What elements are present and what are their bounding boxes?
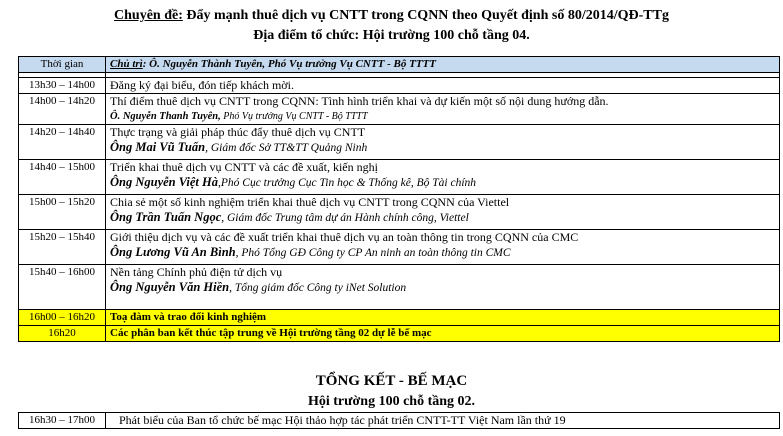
session-text: Nền tảng Chính phủ điện tử dịch vụ <box>110 265 283 279</box>
time-cell: 16h00 – 16h20 <box>19 310 106 326</box>
schedule-table <box>18 56 780 342</box>
speaker-name: Ông Mai Vũ Tuấn <box>110 140 206 154</box>
speaker <box>110 140 775 156</box>
table-row-highlight <box>19 310 780 326</box>
table-row <box>19 265 780 310</box>
topic-title <box>0 7 783 25</box>
speaker-name: Ông Nguyễn Văn Hiền <box>110 280 230 294</box>
speaker-role: , Tổng giám đốc Công ty iNet Solution <box>229 282 407 294</box>
session-text: Các phân ban kết thúc tập trung về Hội trường tầng 02 dự lễ bế mạc <box>106 326 780 342</box>
session-text: Thí điểm thuê dịch vụ CNTT trong CQNN: Tình hình triển khai và dự kiến một số nội dung hướng dẫn. <box>110 94 609 108</box>
topic-label: Chuyên đề: <box>114 8 183 23</box>
time-cell: 16h20 <box>19 326 106 342</box>
session-text: Phát biểu của Ban tổ chức bế mạc Hội thảo hợp tác phát triển CNTT-TT Việt Nam lần thứ 19 <box>106 413 780 429</box>
session-text: Giới thiệu dịch vụ và các đề xuất triển khai thuê dịch vụ an toàn thông tin trong CQNN của CMC <box>110 230 579 244</box>
time-cell: 16h30 – 17h00 <box>19 413 106 429</box>
table-row <box>19 160 780 195</box>
session-cell <box>106 195 780 230</box>
closing-venue: Hội trường 100 chỗ tầng 02. <box>307 394 476 409</box>
table-row <box>19 78 780 94</box>
table-row <box>19 94 780 125</box>
table-row <box>19 195 780 230</box>
table-header-row <box>19 57 780 73</box>
session-text: Thực trạng và giải pháp thúc đẩy thuê dịch vụ CNTT <box>110 125 366 139</box>
speaker-role: , Phó Tổng GĐ Công ty CP An ninh an toàn thông tin CMC <box>235 247 511 259</box>
session-text: Triển khai thuê dịch vụ CNTT và các đề xuất, kiến nghị <box>110 160 378 174</box>
speaker-name: Ông Trần Tuấn Ngọc <box>110 210 222 224</box>
chair-text: : Ô. Nguyễn Thành Tuyên, Phó Vụ trưởng Vụ CNTT - Bộ TTTT <box>142 58 436 70</box>
topic-text: Đẩy mạnh thuê dịch vụ CNTT trong CQNN theo Quyết định số 80/2014/QĐ-TTg <box>182 8 669 23</box>
closing-title: TỔNG KẾT - BẾ MẠC <box>315 373 468 389</box>
speaker <box>110 109 775 124</box>
chair-label: Chủ trì <box>110 58 143 70</box>
time-cell: 14h40 – 15h00 <box>19 160 106 195</box>
time-column-header: Thời gian <box>19 57 106 73</box>
time-cell: 14h00 – 14h20 <box>19 94 106 125</box>
speaker-name: Ông Nguyễn Việt Hà <box>110 175 218 189</box>
table-row <box>19 125 780 160</box>
session-cell <box>106 160 780 195</box>
session-text: Toạ đàm và trao đổi kinh nghiệm <box>106 310 780 326</box>
session-text: Đăng ký đại biểu, đón tiếp khách mời. <box>106 78 780 94</box>
table-row <box>19 230 780 265</box>
session-cell <box>106 125 780 160</box>
time-cell: 15h40 – 16h00 <box>19 265 106 310</box>
speaker-role: Phó Vụ trưởng Vụ CNTT - Bộ TTTT <box>220 111 368 122</box>
table-row <box>19 413 780 429</box>
speaker <box>110 245 775 261</box>
speaker <box>110 210 775 226</box>
session-cell <box>106 230 780 265</box>
venue-title: Địa điểm tổ chức: Hội trường 100 chỗ tầng 04. <box>253 28 530 43</box>
speaker-name: Ông Lương Vũ An Bình <box>110 245 236 259</box>
closing-table <box>18 412 780 429</box>
speaker-role: , Giám đốc Trung tâm dự án Hành chính công, Viettel <box>221 212 469 224</box>
session-text: Chia sẻ một số kinh nghiệm triển khai thuê dịch vụ CNTT trong CQNN của Viettel <box>110 195 510 209</box>
session-cell <box>106 94 780 125</box>
time-cell: 13h30 – 14h00 <box>19 78 106 94</box>
session-cell <box>106 265 780 310</box>
speaker-role: , Giám đốc Sở TT&TT Quảng Ninh <box>205 142 368 154</box>
time-cell: 14h20 – 14h40 <box>19 125 106 160</box>
speaker-name: Ô. Nguyễn Thanh Tuyên, <box>110 111 221 122</box>
speaker <box>110 280 775 296</box>
time-cell: 15h00 – 15h20 <box>19 195 106 230</box>
table-row-highlight <box>19 326 780 342</box>
speaker <box>110 175 775 191</box>
time-cell: 15h20 – 15h40 <box>19 230 106 265</box>
chair-cell <box>106 57 780 73</box>
speaker-role: ,Phó Cục trưởng Cục Tin học & Thống kê, Bộ Tài chính <box>218 177 477 189</box>
